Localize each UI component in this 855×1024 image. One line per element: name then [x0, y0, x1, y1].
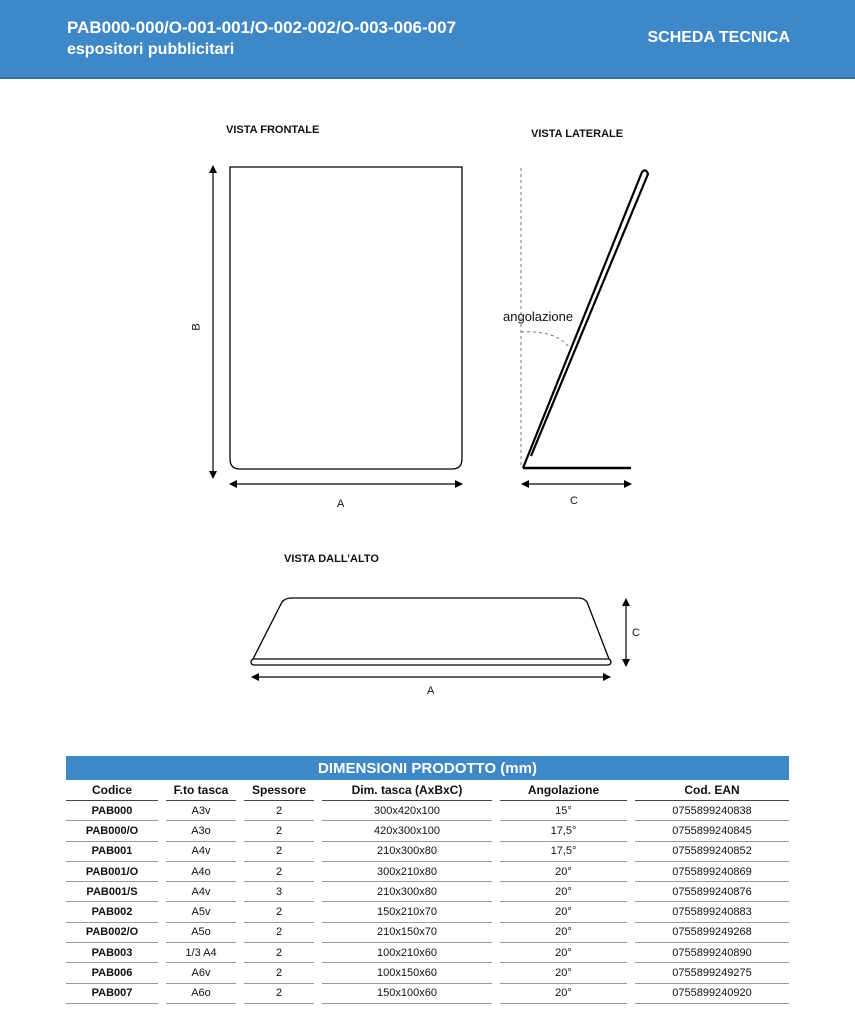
- table-cell: 20°: [496, 902, 631, 922]
- document-subtitle: espositori pubblicitari: [67, 41, 235, 58]
- table-cell: 300x210x80: [318, 861, 496, 881]
- table-cell: 0755899240869: [631, 861, 789, 881]
- column-header: Angolazione: [496, 780, 631, 801]
- table-cell: A4v: [162, 882, 240, 902]
- table-row: [66, 801, 789, 821]
- table-row: [66, 943, 789, 963]
- side-view-drawing: [521, 168, 648, 484]
- table-cell: 210x150x70: [318, 922, 496, 942]
- table-row: [66, 983, 789, 1003]
- table-cell: 3: [240, 882, 318, 902]
- table-cell: 210x300x80: [318, 841, 496, 861]
- table-cell: 0755899240845: [631, 821, 789, 841]
- table-cell: 17,5°: [496, 841, 631, 861]
- top-view-drawing: [251, 598, 626, 677]
- document-title: PAB000-000/O-001-001/O-002-002/O-003-006-007: [67, 18, 457, 37]
- column-header: Codice: [66, 780, 162, 801]
- table-cell: 20°: [496, 861, 631, 881]
- table-cell: 20°: [496, 922, 631, 942]
- side-dim-c-label: C: [570, 495, 578, 507]
- table-row: [66, 882, 789, 902]
- angle-label: angolazione: [503, 309, 574, 324]
- front-view-label: VISTA FRONTALE: [226, 124, 320, 136]
- column-header: Dim. tasca (AxBxC): [318, 780, 496, 801]
- table-cell: A6o: [162, 983, 240, 1003]
- product-code-cell: PAB006: [66, 963, 162, 983]
- angle-arc: [521, 332, 570, 348]
- technical-sheet-badge: SCHEDA TECNICA: [647, 29, 790, 46]
- table-cell: 0755899240883: [631, 902, 789, 922]
- table-cell: 0755899240852: [631, 841, 789, 861]
- table-cell: 0755899240876: [631, 882, 789, 902]
- column-header: F.to tasca: [162, 780, 240, 801]
- table-cell: A5v: [162, 902, 240, 922]
- top-dim-a-label: A: [427, 685, 435, 697]
- table-cell: 420x300x100: [318, 821, 496, 841]
- table-row: [66, 902, 789, 922]
- table-row: [66, 963, 789, 983]
- table-title: DIMENSIONI PRODOTTO (mm): [66, 756, 789, 780]
- table-cell: 0755899240838: [631, 801, 789, 821]
- table-cell: 2: [240, 861, 318, 881]
- dimensions-table-section: [66, 756, 789, 1004]
- top-view-front-edge: [251, 659, 611, 665]
- table-row: [66, 861, 789, 881]
- table-row: [66, 922, 789, 942]
- product-code-cell: PAB001/O: [66, 861, 162, 881]
- table-cell: 20°: [496, 882, 631, 902]
- table-cell: 2: [240, 983, 318, 1003]
- table-cell: A4v: [162, 841, 240, 861]
- column-header: Cod. EAN: [631, 780, 789, 801]
- table-body: [66, 801, 789, 1004]
- table-row: [66, 841, 789, 861]
- table-row: [66, 821, 789, 841]
- table-cell: 300x420x100: [318, 801, 496, 821]
- front-view-drawing: [213, 166, 462, 484]
- table-cell: 100x150x60: [318, 963, 496, 983]
- product-code-cell: PAB001/S: [66, 882, 162, 902]
- top-dim-c-label: C: [632, 627, 640, 639]
- product-code-cell: PAB007: [66, 983, 162, 1003]
- table-cell: 150x100x60: [318, 983, 496, 1003]
- dimensions-table: [66, 780, 789, 1004]
- table-cell: 15°: [496, 801, 631, 821]
- table-cell: 0755899240920: [631, 983, 789, 1003]
- table-cell: 210x300x80: [318, 882, 496, 902]
- table-cell: 2: [240, 902, 318, 922]
- table-cell: A3v: [162, 801, 240, 821]
- table-cell: 0755899249268: [631, 922, 789, 942]
- top-view-label: VISTA DALL’ALTO: [284, 553, 379, 565]
- table-cell: 20°: [496, 963, 631, 983]
- product-code-cell: PAB000: [66, 801, 162, 821]
- table-cell: 150x210x70: [318, 902, 496, 922]
- table-cell: A5o: [162, 922, 240, 942]
- product-code-cell: PAB001: [66, 841, 162, 861]
- product-code-cell: PAB002/O: [66, 922, 162, 942]
- table-cell: 20°: [496, 983, 631, 1003]
- front-panel-outline: [230, 167, 462, 469]
- product-code-cell: PAB003: [66, 943, 162, 963]
- table-cell: 0755899249275: [631, 963, 789, 983]
- table-cell: A4o: [162, 861, 240, 881]
- product-code-cell: PAB002: [66, 902, 162, 922]
- table-cell: 2: [240, 943, 318, 963]
- column-header: Spessore: [240, 780, 318, 801]
- table-cell: 2: [240, 821, 318, 841]
- table-cell: 2: [240, 801, 318, 821]
- table-cell: 100x210x60: [318, 943, 496, 963]
- table-cell: 0755899240890: [631, 943, 789, 963]
- front-dim-b-label: B: [190, 323, 203, 331]
- table-header-row: [66, 780, 789, 801]
- table-cell: 1/3 A4: [162, 943, 240, 963]
- table-cell: A3o: [162, 821, 240, 841]
- table-cell: 17,5°: [496, 821, 631, 841]
- table-cell: 2: [240, 922, 318, 942]
- front-dim-a-label: A: [337, 498, 345, 510]
- top-view-outline: [253, 598, 609, 659]
- table-cell: 2: [240, 841, 318, 861]
- side-view-label: VISTA LATERALE: [531, 128, 624, 140]
- table-cell: 20°: [496, 943, 631, 963]
- product-code-cell: PAB000/O: [66, 821, 162, 841]
- table-cell: 2: [240, 963, 318, 983]
- table-cell: A6v: [162, 963, 240, 983]
